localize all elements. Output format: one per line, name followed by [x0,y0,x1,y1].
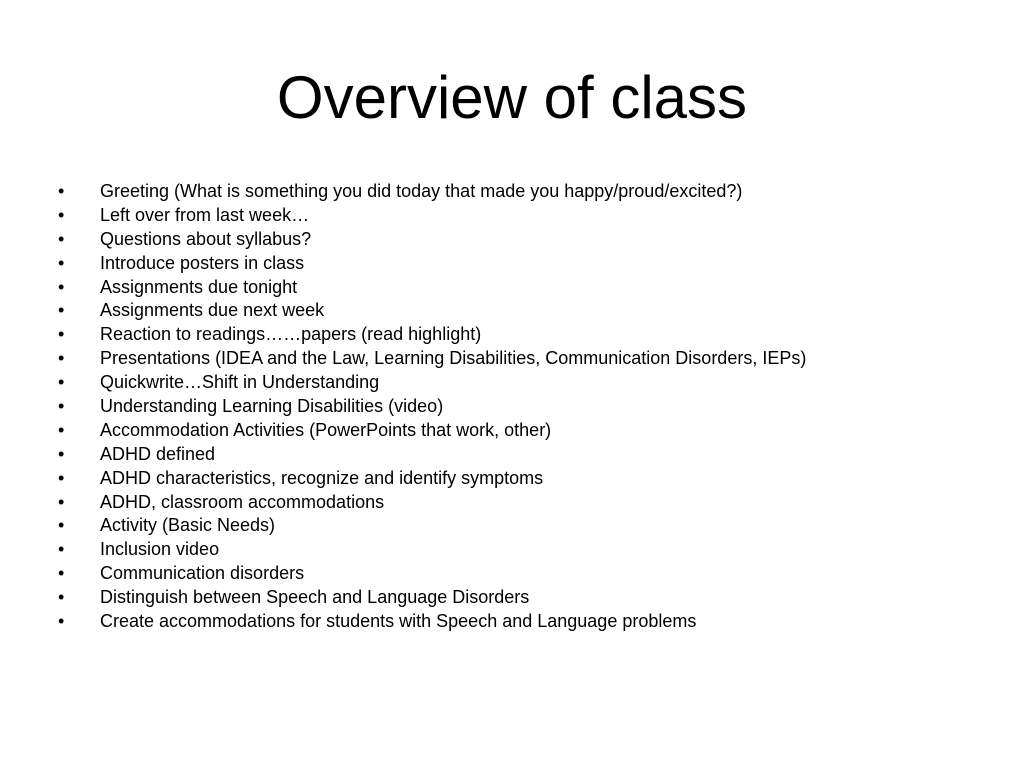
bullet-list [58,180,998,634]
bullet-item [58,514,998,538]
bullet-text: Introduce posters in class [100,252,305,273]
bullet-text: Distinguish between Speech and Language Disorders [100,587,530,608]
bullet-text: Inclusion video [100,539,220,560]
bullet-text: Create accommodations for students with Speech and Language problems [100,611,697,632]
bullet-item [58,252,998,276]
bullet-item [58,467,998,491]
bullet-dot-icon: • [58,491,65,512]
bullet-dot-icon: • [58,539,65,560]
bullet-item [58,419,998,443]
bullet-item [58,276,998,300]
bullet-item [58,204,998,228]
bullet-text: Assignments due next week [100,300,325,321]
bullet-dot-icon: • [58,467,65,488]
bullet-dot-icon: • [58,443,65,464]
bullet-text: Presentations (IDEA and the Law, Learning Disabilities, Communication Disorders, IEPs) [100,348,807,369]
bullet-text: Reaction to readings……papers (read highlight) [100,324,482,345]
bullet-item [58,180,998,204]
bullet-item [58,347,998,371]
bullet-item [58,299,998,323]
bullet-item [58,610,998,634]
bullet-text: Activity (Basic Needs) [100,515,276,536]
bullet-dot-icon: • [58,372,65,393]
bullet-item [58,538,998,562]
bullet-dot-icon: • [58,181,65,201]
bullet-text: Questions about syllabus? [100,228,312,249]
bullet-text: Greeting (What is something you did today that made you happy/proud/excited?) [100,181,743,201]
bullet-dot-icon: • [58,348,65,369]
bullet-dot-icon: • [58,276,65,297]
bullet-item [58,491,998,515]
bullet-dot-icon: • [58,515,65,536]
bullet-dot-icon: • [58,419,65,440]
bullet-dot-icon: • [58,300,65,321]
bullet-dot-icon: • [58,611,65,632]
bullet-dot-icon: • [58,587,65,608]
bullet-dot-icon: • [58,324,65,345]
bullet-item [58,323,998,347]
bullet-item [58,395,998,419]
bullet-dot-icon: • [58,228,65,249]
slide-title: Overview of class [276,64,748,131]
bullet-text: ADHD characteristics, recognize and identify symptoms [100,467,544,488]
bullet-item [58,586,998,610]
bullet-dot-icon: • [58,563,65,584]
bullet-item [58,371,998,395]
bullet-item [58,228,998,252]
bullet-text: Quickwrite…Shift in Understanding [100,372,380,393]
bullet-text: Left over from last week… [100,204,310,225]
bullet-text: ADHD defined [100,443,216,464]
bullet-item [58,562,998,586]
bullet-dot-icon: • [58,204,65,225]
bullet-text: Communication disorders [100,563,305,584]
bullet-text: Assignments due tonight [100,276,298,297]
bullet-text: Understanding Learning Disabilities (video) [100,396,444,417]
bullet-text: Accommodation Activities (PowerPoints that work, other) [100,419,552,440]
bullet-dot-icon: • [58,252,65,273]
bullet-item [58,443,998,467]
bullet-dot-icon: • [58,396,65,417]
bullet-text: ADHD, classroom accommodations [100,491,385,512]
